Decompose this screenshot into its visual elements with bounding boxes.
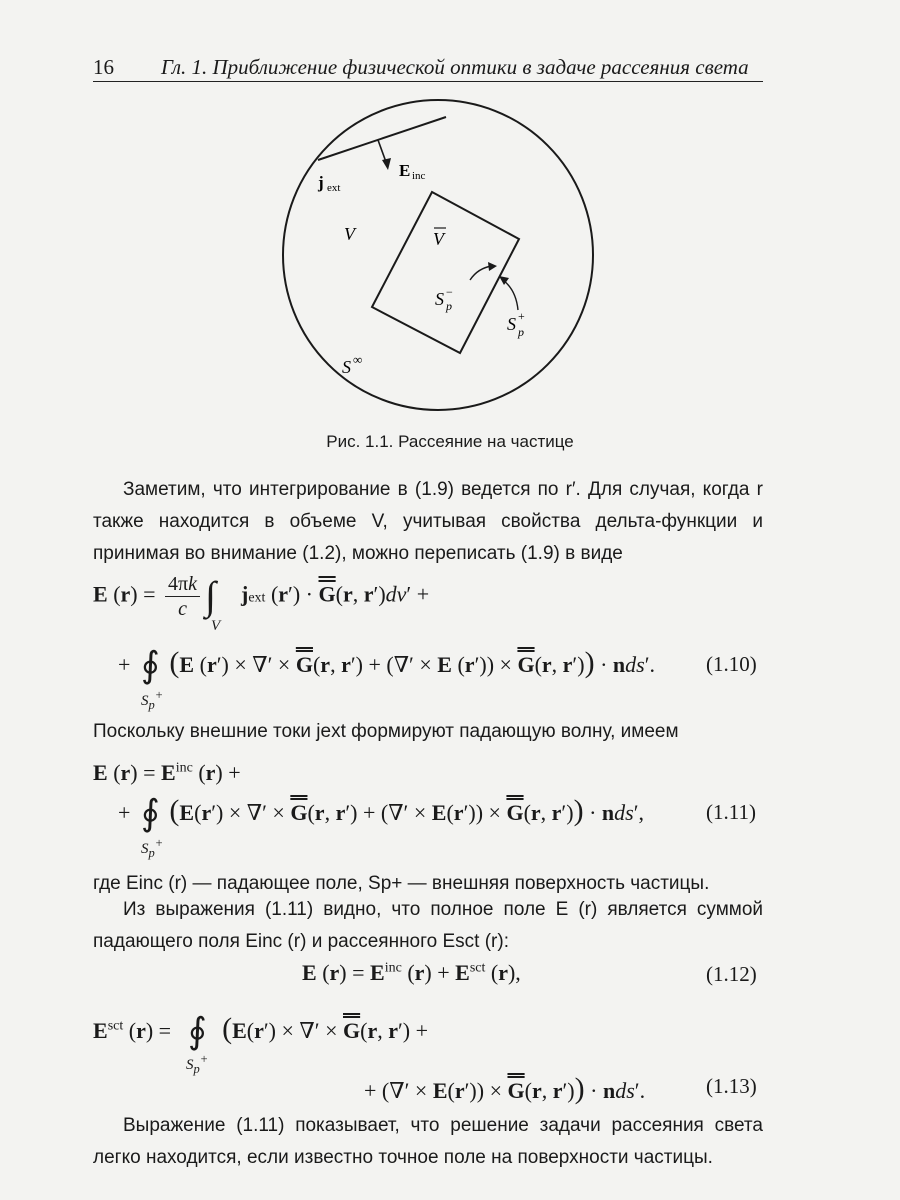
- equation-1-11-line-1: E $(r) = E^{inc}$ (r) +: [93, 760, 241, 785]
- equation-1-13-line-1: $E^{sct}$ (r) = (E(r′) × ∇′ × G(r, r′) +: [93, 1012, 429, 1045]
- equation-number-1-11: (1.11): [706, 800, 756, 824]
- paragraph-1-text: Заметим, что интегрирование в (1.9) ведется по r′. Для случая, когда r также находится в объеме V, учитывая свойства дельта-функции и принимая во внимание (1.2), можно переписать (1.9) в виде: [93, 479, 763, 564]
- scattering-figure: [270, 92, 630, 422]
- running-title: Гл. 1. Приближение физической оптики в задаче рассеяния света: [161, 55, 749, 79]
- integral-domain-v: V: [211, 618, 221, 634]
- sp-minus-label: S: [435, 289, 444, 309]
- e-inc-label: E: [399, 161, 411, 180]
- equation-number-1-12: (1.12): [706, 962, 757, 986]
- paragraph-4-text: Из выражения (1.11) видно, что полное поле E (r) является суммой падающего поля Einc (r) и рассеянного Esct (r):: [93, 899, 763, 952]
- sp-minus-superscript: −: [446, 285, 453, 299]
- contour-integral-sign: ∮: [141, 793, 160, 833]
- paragraph-1: [93, 474, 763, 570]
- equation-number-1-10: (1.10): [706, 652, 757, 676]
- equation-1-10-line-1: E (r) = $\frac{4\pi k}{c}$ jext (r′) · G(r, r′)dv′ +: [93, 573, 430, 620]
- s-infinity-sphere: [283, 100, 593, 410]
- contour-domain-sp-plus: $S_p^+$: [141, 688, 164, 712]
- s-infinity-label: S: [342, 357, 351, 377]
- paragraph-2-text: Поскольку внешние токи jext формируют падающую волну, имеем: [93, 721, 679, 742]
- equation-number-1-13: (1.13): [706, 1074, 757, 1098]
- running-header: [93, 55, 763, 82]
- contour-domain-sp-plus: $S_p^+$: [186, 1052, 209, 1076]
- paragraph-4: [93, 894, 763, 958]
- particle-rectangle: [372, 192, 519, 353]
- figure-caption: Рис. 1.1. Рассеяние на частице: [326, 432, 574, 451]
- equation-1-12: E $(r) = E^{inc}$ $(r) + E^{sct}$ (r),: [302, 960, 521, 985]
- s-infinity-superscript: ∞: [353, 352, 363, 367]
- equation-1-10-line-2: + (E (r′) × ∇′ × G(r, r′) + (∇′ × E (r′)) × G(r, r′)) · nds′.: [118, 646, 656, 679]
- equation-1-13-line-2: + (∇′ × E(r′)) × G(r, r′)) · nds′.: [364, 1072, 646, 1105]
- paragraph-2: [93, 716, 763, 748]
- paragraph-3-text: где Einc (r) — падающее поле, Sp+ — внешняя поверхность частицы.: [93, 873, 710, 894]
- inner-arrowhead: [488, 262, 497, 271]
- outer-arrow: [503, 280, 518, 310]
- e-inc-subscript: inc: [412, 170, 426, 182]
- sp-plus-subscript: p: [518, 325, 524, 339]
- e-inc-arrowhead: [382, 158, 391, 170]
- volume-v-label: V: [344, 224, 355, 244]
- sp-plus-label: S: [507, 314, 516, 334]
- j-ext-label: j: [318, 173, 324, 192]
- contour-domain-sp-plus: $S_p^+$: [141, 836, 164, 860]
- sp-minus-subscript: p: [446, 299, 452, 313]
- j-ext-subscript: ext: [327, 182, 341, 194]
- volume-v-bar-label: V: [433, 229, 444, 249]
- paragraph-5: [93, 1110, 763, 1174]
- page-number: 16: [93, 55, 114, 79]
- contour-integral-sign: ∮: [141, 645, 160, 685]
- equation-1-11-line-2: + (E(r′) × ∇′ × G(r, r′) + (∇′ × E(r′)) × G(r, r′)) · nds′,: [118, 794, 645, 827]
- sp-plus-superscript: +: [518, 309, 525, 323]
- integral-sign: ∫: [205, 573, 216, 618]
- contour-integral-sign: ∮: [188, 1011, 207, 1051]
- e-inc-arrow: [378, 140, 386, 162]
- paragraph-5-text: Выражение (1.11) показывает, что решение задачи рассеяния света легко находится, если известно точное поле на поверхности частицы.: [93, 1115, 763, 1168]
